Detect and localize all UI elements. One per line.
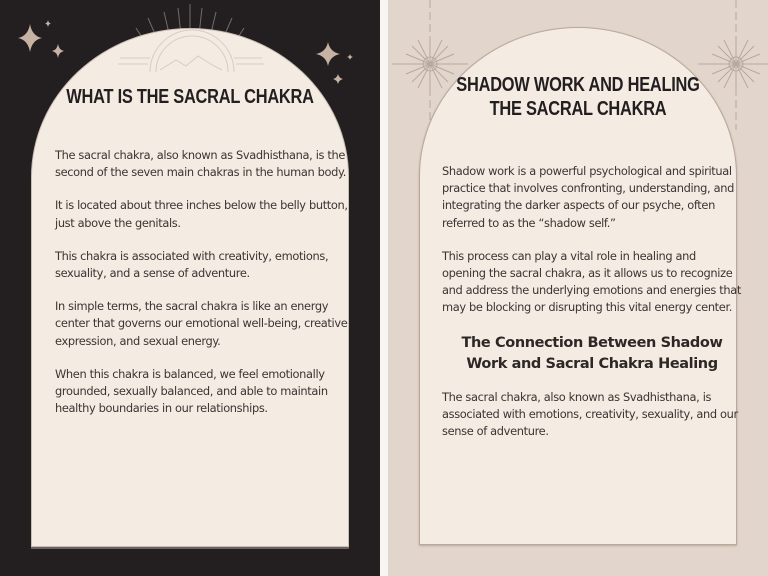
right-card-body bbox=[442, 163, 742, 456]
right-card-title-line2: THE SACRAL CHAKRA bbox=[489, 98, 667, 120]
right-card-title-line1: SHADOW WORK AND HEALING bbox=[456, 74, 700, 96]
paragraph: This chakra is associated with creativity, emotions, sexuality, and a sense of adventure. bbox=[55, 248, 329, 281]
paragraph: This process can play a vital role in healing and opening the sacral chakra, as it allows us to recognize and address the underlying emotions and energies that may be blocking or disrupting this vital energy center. bbox=[442, 248, 741, 315]
left-card-body bbox=[55, 147, 355, 433]
right-card-title bbox=[422, 73, 734, 121]
section-subheading: The Connection Between Shadow Work and Sacral Chakra Healing bbox=[461, 334, 723, 372]
paragraph: The sacral chakra, also known as Svadhisthana, is associated with emotions, creativity, sexuality, and our sense of adventure. bbox=[442, 389, 738, 439]
panel-divider bbox=[380, 0, 388, 576]
sparkle-stars-icon bbox=[10, 16, 90, 86]
right-panel bbox=[388, 0, 768, 576]
paragraph: Shadow work is a powerful psychological and spiritual practice that involves confronting, understanding, and integrating the darker aspects of our psyche, often referred to as the “shadow self.” bbox=[442, 164, 734, 230]
paragraph: It is located about three inches below the belly button, just above the genitals. bbox=[55, 198, 348, 230]
left-panel bbox=[0, 0, 380, 576]
paragraph: In simple terms, the sacral chakra is like an energy center that governs our emotional well-being, creative expression, and sexual energy. bbox=[55, 299, 348, 348]
left-card-title: WHAT IS THE SACRAL CHAKRA bbox=[66, 86, 314, 108]
paragraph: The sacral chakra, also known as Svadhisthana, is the second of the seven main chakras in the human body. bbox=[55, 148, 347, 180]
paragraph: When this chakra is balanced, we feel emotionally grounded, sexually balanced, and able to maintain healthy boundaries in our relationships. bbox=[55, 366, 328, 416]
